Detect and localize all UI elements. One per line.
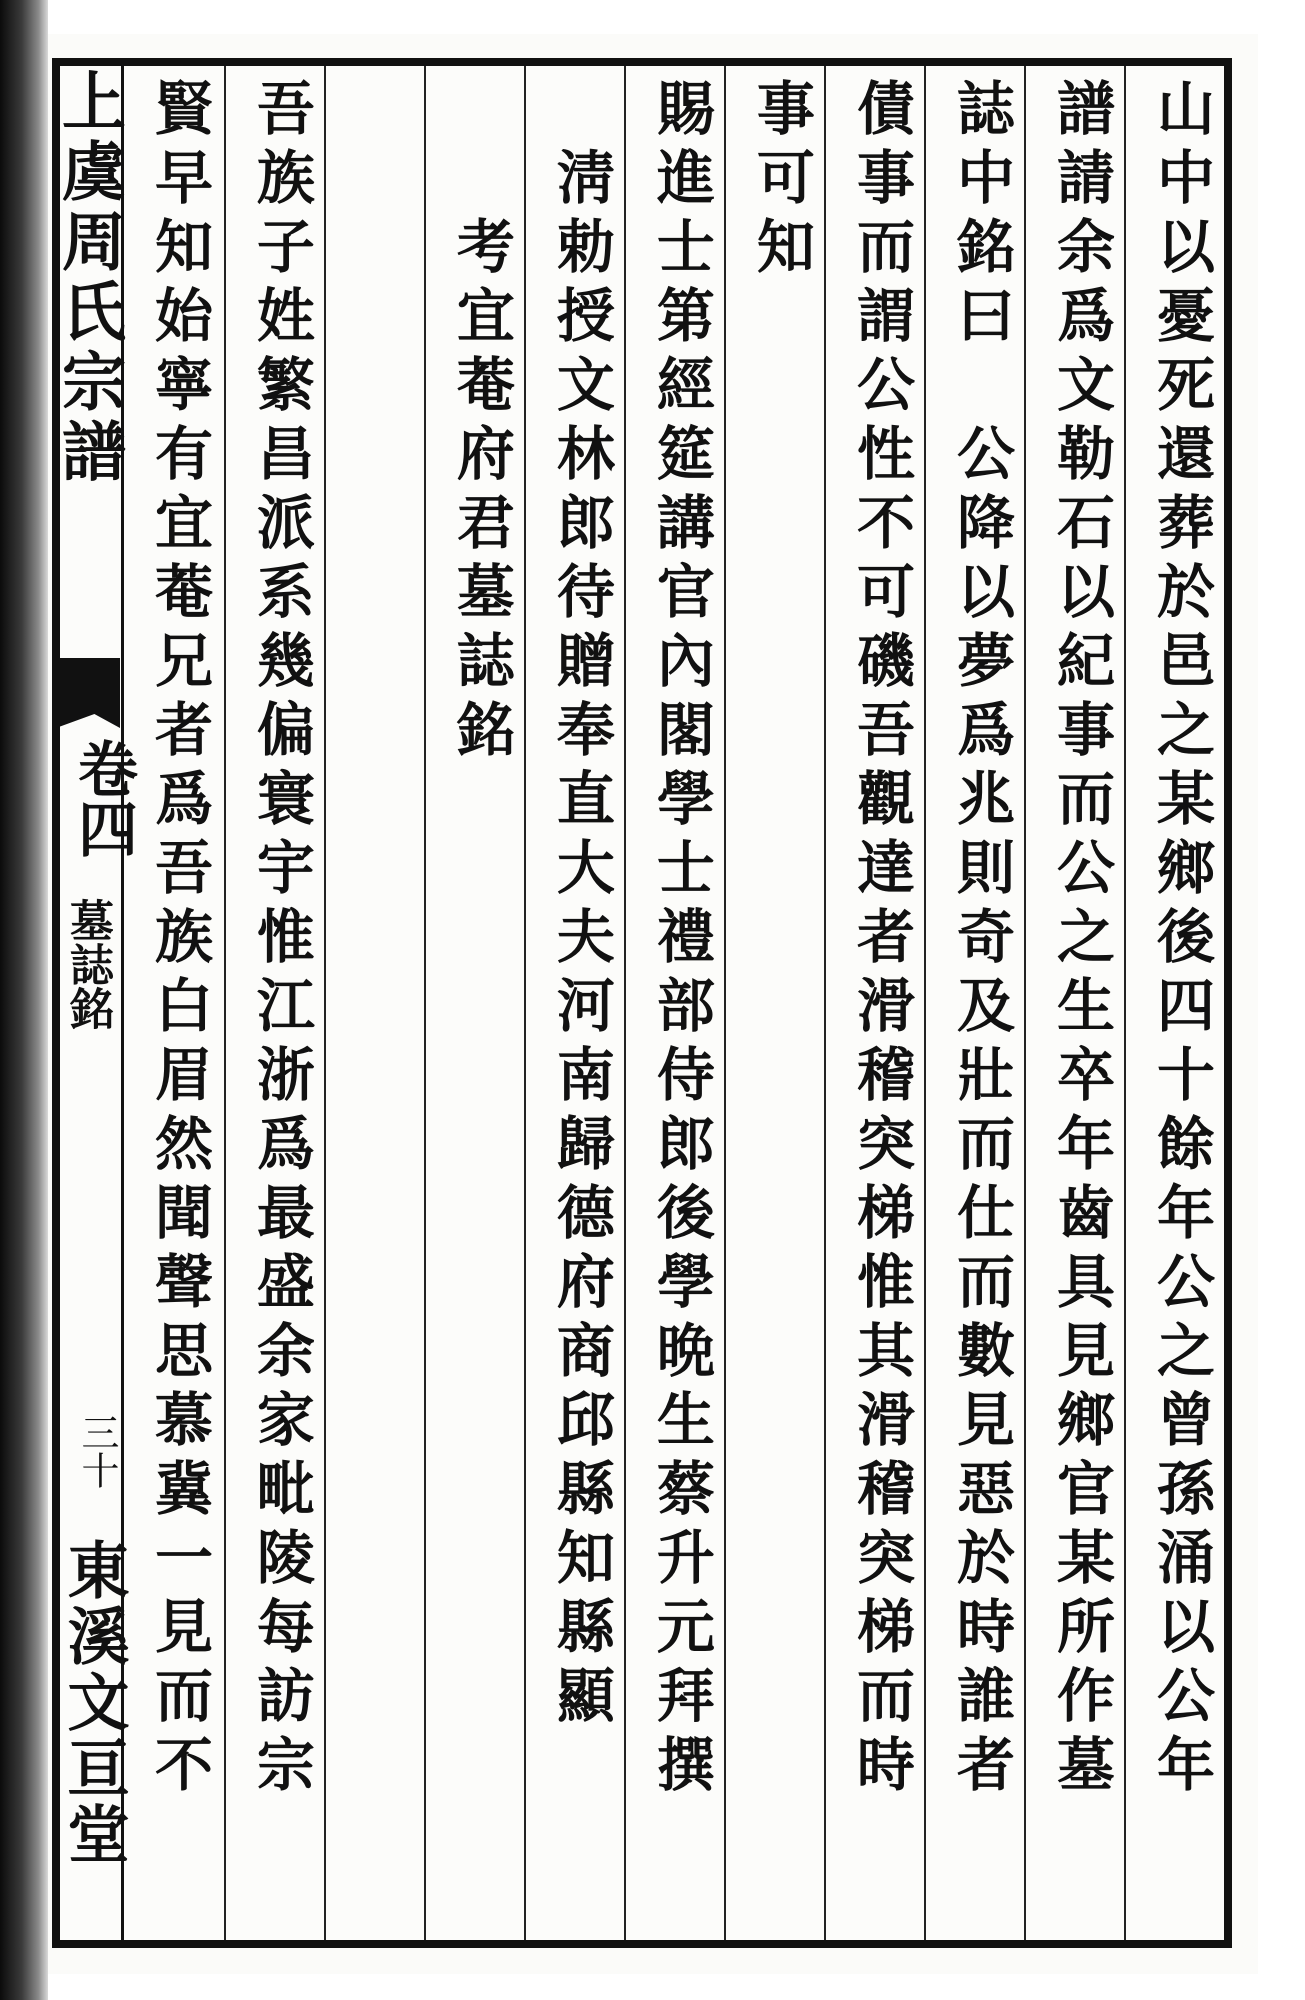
column-text: 吾族子姓繁昌派系幾偏寰宇惟江浙爲最盛余家毗陵每訪宗 [246, 78, 315, 1803]
spine-hall-name: 東溪文亘堂 [57, 1538, 130, 1868]
text-column [1024, 66, 1124, 1940]
spine-page-number: 三十 [75, 1413, 119, 1489]
text-column [124, 66, 224, 1940]
column-text: 事可知 [746, 78, 815, 285]
spine-section-title: 墓誌銘 [62, 898, 113, 1030]
text-column [324, 66, 424, 1940]
text-column [424, 66, 524, 1940]
fishtail-mark [56, 658, 120, 728]
column-text: 考宜菴府君墓誌銘 [446, 216, 515, 768]
column-text: 債事而謂公性不可磯吾觀達者滑稽突梯惟其滑稽突梯而時 [846, 78, 915, 1803]
text-column [724, 66, 824, 1940]
text-column [224, 66, 324, 1940]
column-text: 淸勅授文林郎待贈奉直大夫河南歸德府商邱縣知縣顯 [546, 147, 615, 1734]
column-text: 賜進士第經筵講官內閣學士禮部侍郎後學晩生蔡升元拜撰 [646, 78, 715, 1803]
spine-margin [51, 58, 138, 1948]
column-text: 賢早知始寧有宜菴兄者爲吾族白眉然聞聲思慕冀一見而不 [145, 78, 214, 1803]
text-column [1124, 66, 1224, 1940]
text-columns [124, 66, 1224, 1940]
text-column [824, 66, 924, 1940]
spine-book-title: 上虞周氏宗譜 [51, 68, 126, 488]
text-column [524, 66, 624, 1940]
column-text: 譜請余爲文勒石以紀事而公之生卒年齒具見鄉官某所作墓 [1046, 78, 1115, 1803]
spine-volume: 卷四 [68, 738, 138, 858]
text-column [924, 66, 1024, 1940]
column-text: 誌中銘曰 公降以夢爲兆則奇及壯而仕而數見惡於時誰者 [946, 78, 1015, 1803]
column-text: 山中以憂死還葬於邑之某鄉後四十餘年公之曾孫涌以公年 [1146, 78, 1215, 1803]
scan-edge [0, 0, 48, 2000]
text-column [624, 66, 724, 1940]
